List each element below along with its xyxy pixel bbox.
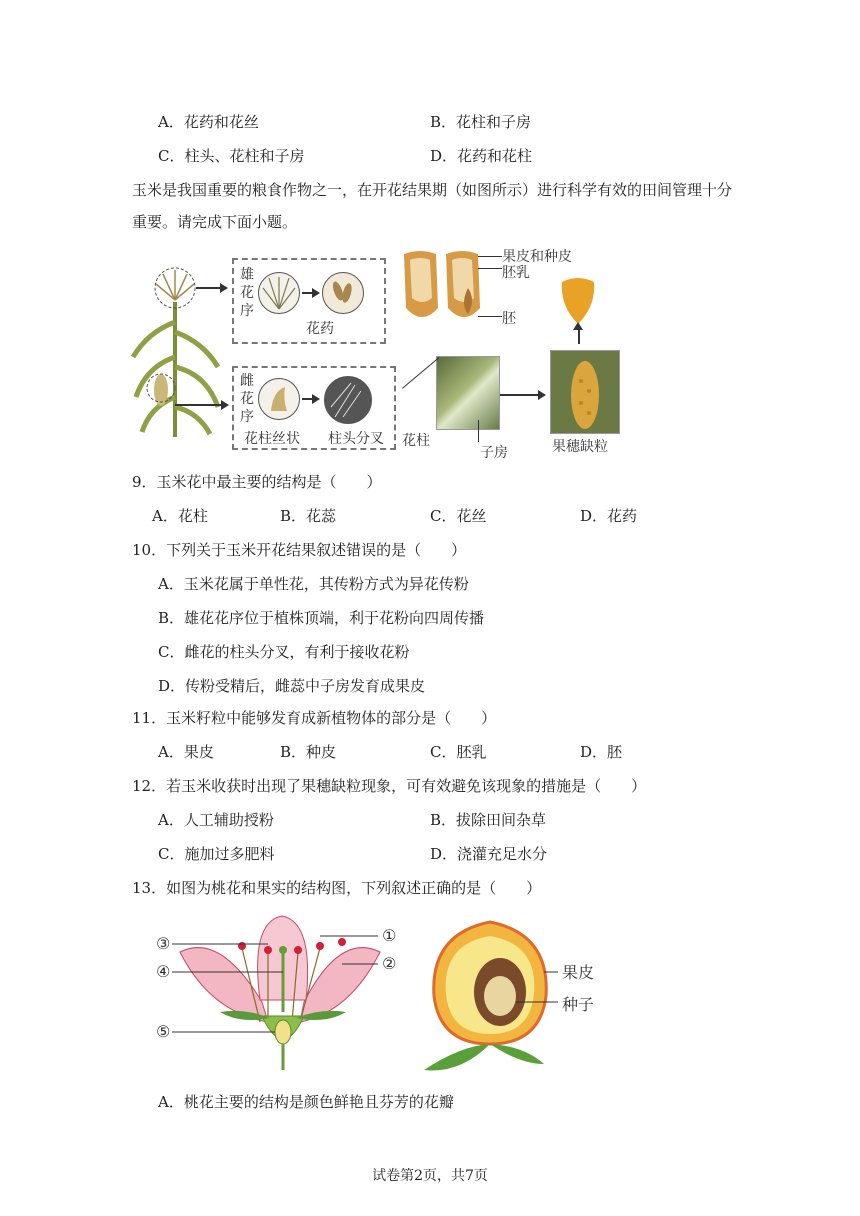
- q11-option-a: A．果皮: [158, 743, 214, 761]
- prev-option-a: A．花药和花丝: [158, 113, 259, 131]
- q11-option-b: B．种皮: [280, 743, 337, 761]
- ear-missing-label: 果穗缺粒: [552, 439, 608, 455]
- style-silk-label: 花柱丝状: [244, 431, 300, 447]
- q10-option-c: C．雌花的柱头分叉，有利于接收花粉: [158, 643, 410, 661]
- prev-option-d: D．花药和花柱: [430, 147, 533, 165]
- ovary-photo: [436, 356, 500, 430]
- female-flower-circle: [258, 378, 300, 420]
- q9-stem: 9．玉米花中最主要的结构是（ ）: [132, 473, 382, 491]
- q13-stem: 13．如图为桃花和果实的结构图，下列叙述正确的是（ ）: [132, 879, 542, 897]
- q10-option-d: D．传粉受精后，雌蕊中子房发育成果皮: [158, 677, 426, 695]
- pericarp-seedcoat-label: 果皮和种皮: [502, 249, 572, 265]
- stigma-fork-label: 柱头分叉: [328, 431, 384, 447]
- anther-circle: [322, 272, 364, 314]
- q10-stem: 10．下列关于玉米开花结果叙述错误的是（ ）: [132, 541, 467, 559]
- ovary-label: 子房: [480, 445, 508, 461]
- anther-label: 花药: [306, 321, 334, 337]
- marker-2: ②: [382, 954, 397, 973]
- q10-option-b: B．雄花花序位于植株顶端，利于花粉向四周传播: [158, 609, 485, 627]
- q12-option-c: C．施加过多肥料: [158, 845, 275, 863]
- intro-line-2: 重要。请完成下面小题。: [132, 213, 298, 231]
- marker-4: ④: [156, 962, 171, 981]
- q12-stem: 12．若玉米收获时出现了果穗缺粒现象，可有效避免该现象的措施是（ ）: [132, 777, 647, 795]
- q10-option-a: A．玉米花属于单性花，其传粉方式为异花传粉: [158, 575, 469, 593]
- marker-1: ①: [382, 926, 397, 945]
- q9-option-b: B．花蕊: [280, 507, 337, 525]
- q11-option-d: D．胚: [580, 743, 623, 761]
- embryo-label: 胚: [502, 311, 516, 327]
- q11-stem: 11．玉米籽粒中能够发育成新植物体的部分是（ ）: [132, 709, 497, 727]
- marker-5: ⑤: [156, 1022, 171, 1041]
- stigma-circle: [324, 376, 372, 424]
- q12-option-a: A．人工辅助授粉: [158, 811, 274, 829]
- endosperm-label: 胚乳: [502, 265, 530, 281]
- male-flower-circle: [258, 272, 300, 314]
- q12-option-d: D．浇灌充足水分: [430, 845, 548, 863]
- peach-fruit-diagram: [420, 914, 560, 1074]
- style-label: 花柱: [402, 433, 430, 449]
- marker-3: ③: [156, 934, 171, 953]
- page-footer: 试卷第2页，共7页: [372, 1168, 488, 1184]
- fruit-pericarp-label: 果皮: [562, 963, 595, 982]
- q13-option-a: A．桃花主要的结构是颜色鲜艳且芬芳的花瓣: [158, 1093, 454, 1111]
- fruit-seed-label: 种子: [562, 995, 595, 1014]
- prev-option-b: B．花柱和子房: [430, 113, 532, 131]
- corn-ear-photo: [550, 350, 620, 434]
- intro-line-1: 玉米是我国重要的粮食作物之一，在开花结果期（如图所示）进行科学有效的田间管理十分: [132, 181, 733, 199]
- q9-option-d: D．花药: [580, 507, 638, 525]
- male-inflorescence-label: 雄 花 序: [240, 267, 254, 319]
- female-inflorescence-label: 雌 花 序: [240, 373, 254, 425]
- q9-option-c: C．花丝: [430, 507, 487, 525]
- peach-flower-diagram: [150, 912, 410, 1072]
- q9-option-a: A．花柱: [152, 507, 208, 525]
- q12-option-b: B．拔除田间杂草: [430, 811, 547, 829]
- q11-option-c: C．胚乳: [430, 743, 487, 761]
- prev-option-c: C．柱头、花柱和子房: [158, 147, 305, 165]
- corn-kernel-icon: [558, 276, 598, 326]
